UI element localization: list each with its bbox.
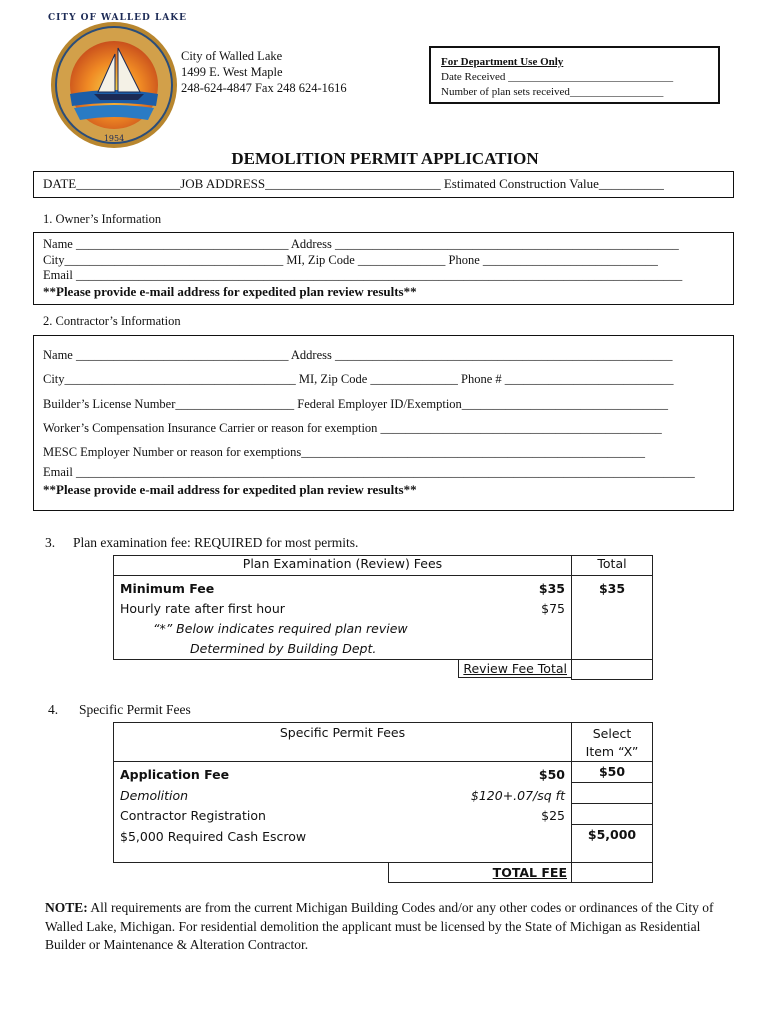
date-job-address-line[interactable]: DATE________________JOB ADDRESS___________________________ Estimated Construction Value__________	[43, 176, 664, 191]
city-street: 1499 E. West Maple	[181, 65, 283, 79]
dept-box-title: For Department Use Only	[441, 56, 564, 68]
minimum-fee-value: $35	[538, 581, 565, 596]
permit-fee-items	[114, 762, 572, 863]
permit-col-header: Specific Permit Fees	[114, 723, 572, 762]
minimum-fee-total[interactable]: $35	[572, 576, 653, 660]
contractor-registration-select[interactable]	[572, 804, 652, 825]
note-label: NOTE:	[45, 900, 88, 915]
demolition-fee-label: Demolition	[120, 787, 189, 803]
application-fee-value: $50	[538, 767, 565, 782]
contractor-email-notice: **Please provide e-mail address for expedited plan review results**	[43, 482, 417, 498]
owner-email[interactable]: Email _________________________________________________________________________________________________	[43, 268, 683, 282]
application-fee-label: Application Fee	[120, 767, 230, 782]
seal-year: 1954	[103, 134, 125, 143]
demolition-fee-value: $120+.07/sq ft	[470, 787, 565, 803]
page-title: DEMOLITION PERMIT APPLICATION	[231, 149, 539, 168]
contractor-heading: 2. Contractor’s Information	[43, 314, 181, 328]
job-info-box	[33, 171, 734, 198]
total-fee-label: TOTAL FEE	[388, 862, 572, 883]
total-fee-row	[114, 863, 572, 883]
plan-exam-fee-cell	[114, 576, 572, 660]
contractor-registration-label: Contractor Registration	[120, 808, 266, 823]
contractor-email[interactable]: Email ___________________________________________________________________________________________________	[43, 465, 695, 480]
plan-fee-heading: Plan examination fee: REQUIRED for most permits.	[73, 535, 359, 550]
owner-info-box	[33, 232, 734, 305]
select-header-line1: Select	[592, 726, 632, 741]
review-fee-total-label: Review Fee Total	[458, 659, 572, 678]
permit-fee-number: 4.	[48, 702, 59, 717]
contractor-city-zip-phone[interactable]: City_____________________________________ MI, Zip Code ______________ Phone # ___________________________	[43, 372, 674, 387]
plan-exam-fee-table	[113, 555, 653, 680]
department-use-box	[429, 46, 720, 104]
owner-email-notice: **Please provide e-mail address for expedited plan review results**	[43, 283, 417, 299]
city-name: City of Walled Lake	[181, 49, 283, 63]
cash-escrow-label: $5,000 Required Cash Escrow	[120, 828, 307, 844]
fee-row	[120, 827, 565, 848]
contractor-name-address[interactable]: Name __________________________________ Address ______________________________________________________	[43, 348, 673, 362]
plan-exam-total-header: Total	[572, 556, 653, 576]
plan-exam-col-header: Plan Examination (Review) Fees	[114, 556, 572, 576]
workers-comp-field[interactable]: Worker’s Compensation Insurance Carrier or reason for exemption _____________________________________________	[43, 420, 662, 435]
cash-escrow-select[interactable]: $5,000	[587, 827, 637, 842]
plan-review-note-2: Determined by Building Dept.	[190, 641, 377, 656]
demolition-select[interactable]	[572, 783, 652, 804]
review-total-row	[114, 660, 572, 680]
date-received-field[interactable]: Date Received ______________________________	[441, 71, 674, 83]
plan-sets-field[interactable]: Number of plan sets received_________________	[441, 86, 664, 98]
fee-row	[120, 786, 565, 807]
city-seal-logo	[48, 13, 187, 150]
select-header-line2: Item “X”	[585, 744, 639, 759]
contractor-info-box	[33, 335, 734, 511]
city-phone: 248-624-4847 Fax 248 624-1616	[181, 81, 347, 95]
select-column	[572, 762, 653, 863]
hourly-rate-value: $75	[541, 601, 565, 616]
review-fee-total-value[interactable]	[572, 660, 653, 680]
plan-review-note: “*” Below indicates required plan review	[153, 621, 408, 636]
city-address-block	[181, 48, 347, 96]
select-item-header	[572, 723, 653, 762]
owner-name-address[interactable]: Name __________________________________ Address _______________________________________________________	[43, 237, 679, 251]
specific-permit-fee-table	[113, 722, 653, 883]
owner-city-zip-phone[interactable]: City___________________________________ MI, Zip Code ______________ Phone ____________________________	[43, 252, 658, 267]
mesc-field[interactable]: MESC Employer Number or reason for exemptions_______________________________________________________	[43, 445, 646, 460]
total-fee-value[interactable]	[572, 863, 653, 883]
hourly-rate-label: Hourly rate after first hour	[120, 601, 285, 616]
owner-heading: 1. Owner’s Information	[43, 212, 162, 226]
plan-fee-number: 3.	[45, 535, 56, 550]
seal-text: CITY OF WALLED LAKE	[48, 13, 187, 23]
application-fee-select[interactable]: $50	[572, 762, 652, 783]
note-text: All requirements are from the current Michigan Building Codes and/or any other codes or ordinances of the City of Walled Lake, Michigan. For residential demolition the applicant must be licensed by the State of Michigan as Residential Builder or Maintenance & Alteration Contractor.	[45, 900, 714, 952]
builders-license-field[interactable]: Builder’s License Number___________________ Federal Employer ID/Exemption_________________________________	[43, 396, 669, 411]
note-paragraph	[45, 899, 735, 955]
permit-fee-heading: Specific Permit Fees	[79, 702, 191, 717]
fee-row	[120, 765, 565, 786]
minimum-fee-label: Minimum Fee	[120, 581, 215, 596]
contractor-registration-value: $25	[541, 808, 565, 823]
fee-row	[120, 806, 565, 827]
